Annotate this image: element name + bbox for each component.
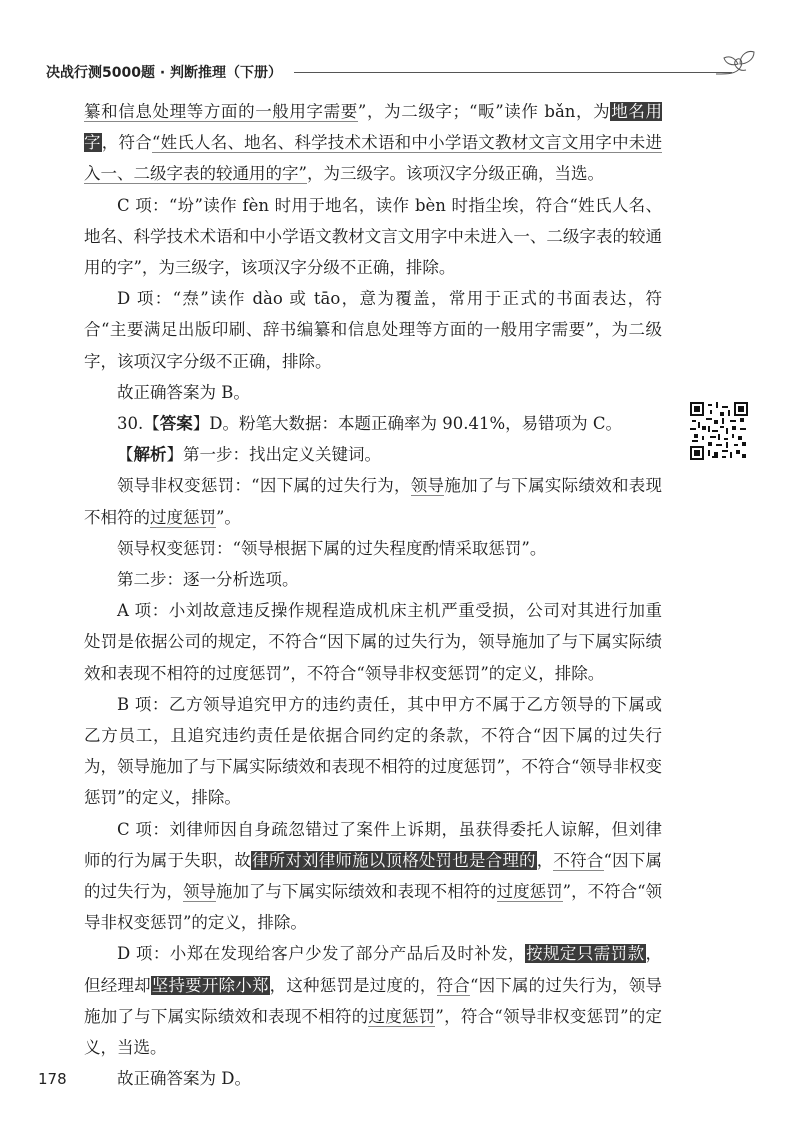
page-number: 178	[38, 1070, 67, 1088]
answer-line-29: 故正确答案为 B。	[117, 382, 250, 402]
analysis-step-2: 第二步：逐一分析选项。	[117, 570, 299, 590]
header-rule	[294, 72, 732, 73]
underlined-text: 过度惩罚	[150, 507, 216, 527]
paragraph-c-option: C 项：“坋”读作 fèn 时用于地名，读作 bèn 时指尘埃，符合“姓氏人名、地名、科学技术术语和中小学语文教材文言文用字中未进入一、二级字表的较通用的字”，为三级字，该项汉字分级不正确，排除。	[84, 195, 662, 278]
underlined-text: 过度惩罚	[368, 1006, 436, 1026]
underlined-text: “姓氏人名、地名、科学技术术语和中小学语文教材文言文用字中未进入一、二级字表的较通用的字”	[84, 133, 663, 184]
definition-contingent: 领导权变惩罚：“领导根据下属的过失程度酌情采取惩罚”。	[117, 538, 547, 558]
underlined-text: 纂和信息处理等方面的一般用字需要	[84, 102, 358, 121]
underlined-text: 符合	[436, 975, 470, 995]
option-c-analysis: C 项：刘律师因自身疏忽错过了案件上诉期，虽获得委托人谅解，但刘律师的行为属于失职，故律所对刘律师施以顶格处罚也是合理的，不符合“因下属的过失行为，领导施加了与下属实际绩效和表现不相符的过度惩罚”，不符合“领导非权变惩罚”的定义，排除。	[84, 819, 663, 933]
answer-label: 答案	[159, 414, 193, 434]
underlined-text: 领导	[183, 882, 217, 902]
highlight: 按规定只需罚款	[526, 944, 645, 964]
explanation-body	[84, 96, 662, 1095]
question-30-answer: 30.【答案】D。粉笔大数据：本题正确率为 90.41%，易错项为 C。	[117, 414, 623, 434]
underlined-text: 过度惩罚	[496, 882, 563, 902]
analysis-step-1: 【解析】第一步：找出定义关键词。	[117, 445, 381, 465]
answer-line-30: 故正确答案为 D。	[117, 1069, 251, 1089]
definition-non-contingent: 领导非权变惩罚：“因下属的过失行为，领导施加了与下属实际绩效和表现不相符的过度惩罚”。	[84, 476, 663, 527]
underlined-text: 领导	[410, 476, 445, 496]
book-title: 决战行测5000题 · 判断推理（下册）	[46, 65, 283, 81]
highlight: 地名用字	[84, 102, 663, 153]
sprout-icon	[714, 44, 758, 88]
qr-code-icon[interactable]	[690, 402, 748, 460]
highlight: 坚持要开除小郑	[151, 975, 269, 995]
paragraph-b-option-continued: 纂和信息处理等方面的一般用字需要”，为二级字；“畈”读作 bǎn，为地名用字，符合“姓氏人名、地名、科学技术术语和中小学语文教材文言文用字中未进入一、二级字表的较通用的字”，为三级字。该项汉字分级正确，当选。	[84, 102, 663, 184]
paragraph-d-option: D 项：“焘”读作 dào 或 tāo，意为覆盖，常用于正式的书面表达，符合“主要满足出版印刷、辞书编纂和信息处理等方面的一般用字需要”，为二级字，该项汉字分级不正确，排除。	[84, 289, 662, 371]
highlight: 律所对刘律师施以顶格处罚也是合理的	[251, 850, 536, 870]
option-d-analysis: D 项：小郑在发现给客户少发了部分产品后及时补发，按规定只需罚款，但经理却坚持要开除小郑，这种惩罚是过度的，符合“因下属的过失行为，领导施加了与下属实际绩效和表现不相符的过度惩罚”，符合“领导非权变惩罚”的定义，当选。	[84, 944, 663, 1058]
option-a-analysis: A 项：小刘故意违反操作规程造成机床主机严重受损，公司对其进行加重处罚是依据公司的规定，不符合“因下属的过失行为，领导施加了与下属实际绩效和表现不相符的过度惩罚”，不符合“领导非权变惩罚”的定义，排除。	[84, 601, 662, 683]
running-header	[46, 60, 758, 88]
analysis-label: 解析	[133, 445, 167, 465]
option-b-analysis: B 项：乙方领导追究甲方的违约责任，其中甲方不属于乙方领导的下属或乙方员工，且追究违约责任是依据合同约定的条款，不符合“因下属的过失行为，领导施加了与下属实际绩效和表现不相符的过度惩罚”，不符合“领导非权变惩罚”的定义，排除。	[84, 694, 662, 808]
underlined-text: 不符合	[553, 850, 604, 870]
